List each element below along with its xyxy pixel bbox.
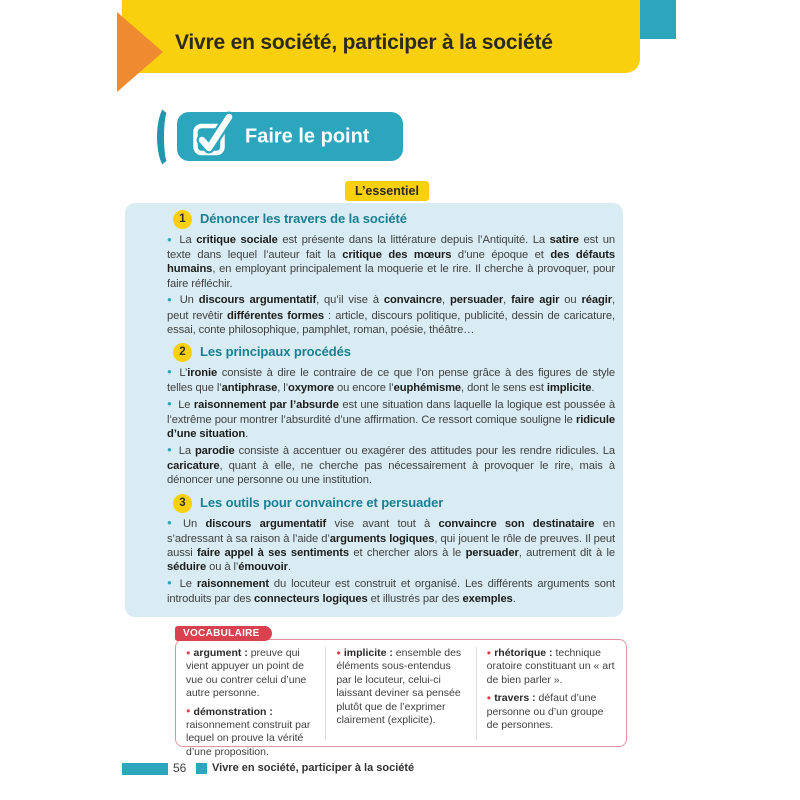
vocabulary-badge: VOCABULAIRE [175, 626, 272, 641]
section-paragraph: ● Le raisonnement par l’absurde est une situation dans laquelle la logique est poussée à l’extrême pour montrer l’absurdité d’une affirmation. Ce ressort comique souligne le ridicule d’une situation. [167, 398, 616, 441]
vocab-term: rhétorique : [494, 647, 553, 659]
section-title: Les outils pour convaincre et persuader [200, 494, 444, 510]
orange-arrow-icon [117, 12, 163, 92]
bullet-icon: ● [486, 692, 492, 702]
section-title: Dénoncer les travers de la société [200, 211, 407, 227]
section-heading [173, 494, 615, 513]
essential-section-2 [167, 343, 615, 488]
ribbon-curl [157, 105, 179, 169]
section-paragraph: ● La parodie consiste à accentuer ou exagérer des attitudes pour les rendre ridicules. La caricature, quant à elle, ne cherche pas nécessairement à provoquer le rire, mais à dénoncer une personne ou une institution. [167, 444, 615, 487]
vocab-column [325, 647, 475, 740]
corner-accent [640, 0, 676, 39]
footer-bar [122, 763, 168, 775]
essential-section-3 [167, 494, 615, 607]
bullet-icon: ● [167, 445, 173, 455]
section-heading [173, 210, 615, 229]
section-title: Les principaux procédés [200, 344, 351, 360]
vocab-column [176, 647, 325, 758]
section-number-badge: 3 [173, 494, 192, 513]
bullet-icon: ● [167, 294, 174, 304]
bullet-icon: ● [167, 234, 174, 244]
section-number-badge: 1 [173, 210, 192, 229]
vocab-entry: ● travers : défaut d’une personne ou d’un groupe de personnes. [486, 692, 604, 732]
section-paragraph: ● L’ironie consiste à dire le contraire de ce que l’on pense grâce à des figures de style telles que l’antiphrase, l’oxymore ou encore l’euphémisme, dont le sens est implicite. [167, 366, 616, 395]
bullet-icon: ● [486, 647, 492, 657]
vocab-term: travers : [494, 692, 536, 705]
bullet-icon: ● [186, 647, 191, 657]
vocab-term: argument : [193, 647, 248, 659]
section-paragraph: ● Le raisonnement du locuteur est construit et organisé. Les différents arguments sont introduits par des connecteurs logiques et illustrés par des exemples. [167, 577, 615, 606]
vocab-term: démonstration : [193, 705, 273, 718]
page-title: Vivre en société, participer à la société [175, 31, 553, 54]
vocab-entry: ● rhétorique : technique oratoire constituant un « art de bien parler ». [486, 647, 615, 686]
footer-square-icon [196, 763, 207, 774]
essentiel-tag: L’essentiel [345, 181, 429, 201]
vocab-entry: ● argument : preuve qui vient appuyer un point de vue ou contrer celui d’une autre personne. [186, 647, 307, 700]
faire-le-point-badge [177, 112, 403, 161]
vocab-entry: ● implicite : ensemble des éléments sous-entendus par le locuteur, celui-ci laissant deviner sa pensée plutôt que de l’exprimer clairement (explicite). [336, 647, 462, 727]
checkbox-check-icon [192, 112, 232, 158]
bullet-icon: ● [167, 367, 174, 377]
section-paragraph: ● La critique sociale est présente dans la littérature depuis l’Antiquité. La satire est un texte dans lequel l’auteur fait la critique des mœurs d’une époque et des défauts humains, en employant principalement la moquerie et le rire. Il cherche à provoquer, pour faire réfléchir. [167, 234, 615, 290]
vocab-column [476, 647, 626, 740]
vocab-term: implicite : [343, 647, 393, 659]
section-paragraph: ● Un discours argumentatif vise avant tout à convaincre son destinataire en s’adressant à sa raison à l’aide d’arguments logiques, qui jouent le rôle de preuves. Il peut aussi faire appel à ses sentiments et chercher alors à le persuader, autrement dit à le séduire ou à l’émouvoir. [167, 517, 615, 574]
bullet-icon: ● [167, 399, 173, 409]
vocab-columns [176, 647, 626, 758]
footer-chapter-title: Vivre en société, participer à la société [212, 762, 415, 774]
page-number: 56 [173, 761, 187, 775]
section-heading [173, 343, 615, 362]
bullet-icon: ● [167, 518, 178, 528]
essential-section-1 [167, 210, 615, 337]
vocab-entry: ● démonstration : raisonnement construit par lequel on prouve la vérité d’une proposition. [186, 705, 311, 758]
essential-box [125, 203, 623, 617]
vocabulary-box [175, 639, 627, 758]
chapter-banner [122, 0, 640, 73]
bullet-icon: ● [336, 647, 341, 657]
bullet-icon: ● [167, 578, 174, 588]
section-number-badge: 2 [173, 343, 192, 362]
faire-le-point-label: Faire le point [245, 125, 370, 147]
sections [167, 210, 615, 606]
section-paragraph: ● Un discours argumentatif, qu’il vise à convaincre, persuader, faire agir ou réagir, peut revêtir différentes formes : article, discours politique, publicité, dessin de caricature, essai, conte philosophique, pamphlet, roman, poésie, théâtre… [167, 294, 616, 336]
bullet-icon: ● [186, 706, 191, 716]
